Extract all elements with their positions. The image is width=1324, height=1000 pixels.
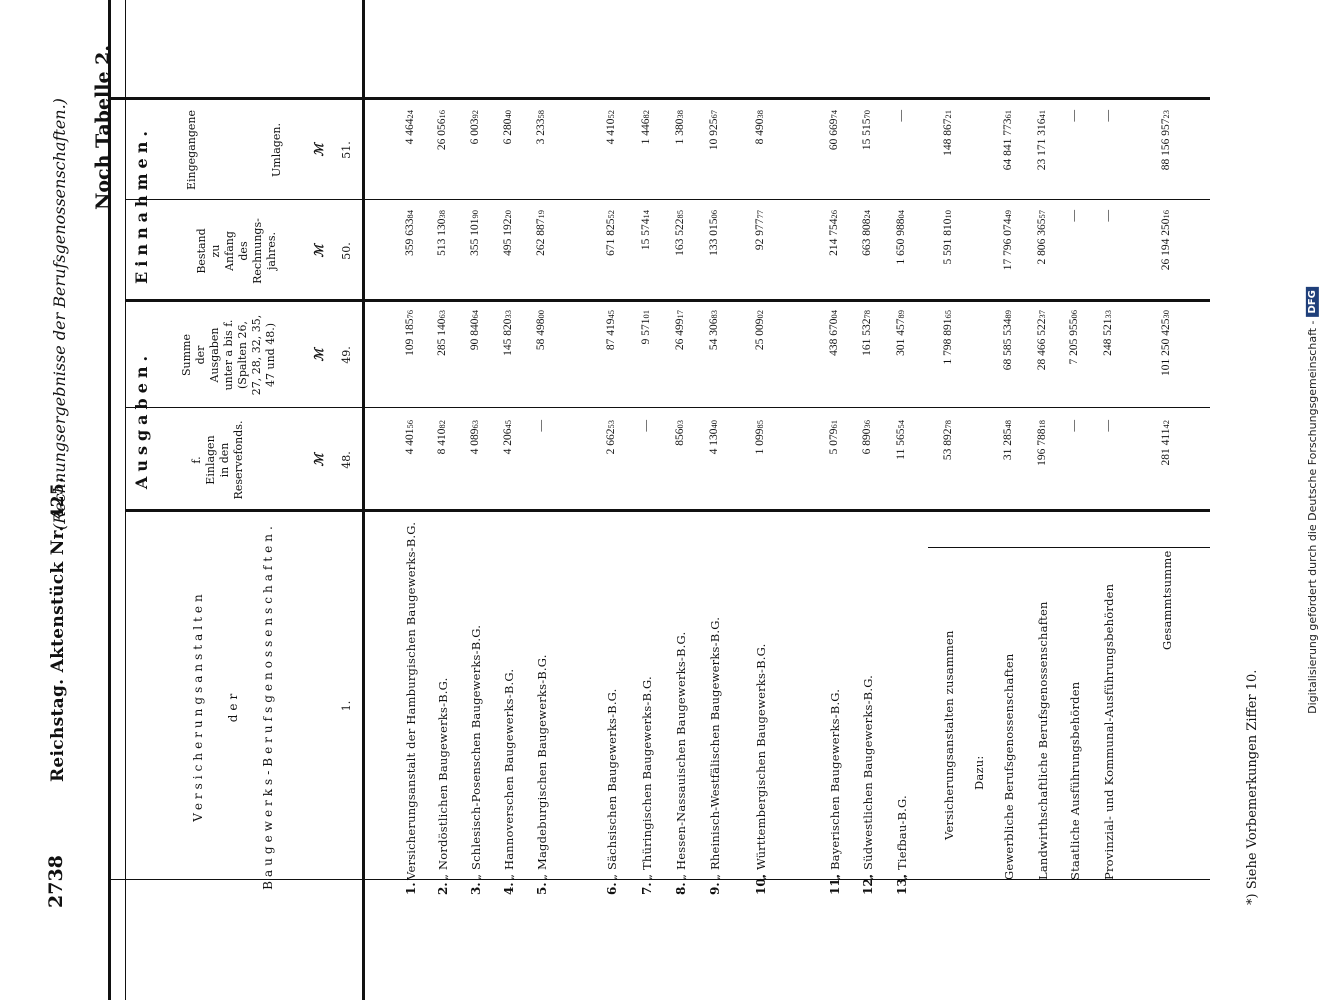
unit-mark: ℳ [312,348,326,362]
cell-einlagen [404,420,416,540]
cell-summe-ausgaben-dec: 64 [470,310,480,319]
table-label: Noch Tabelle 2. [92,44,114,210]
cell-umlagen-int: — [1068,110,1080,122]
table-rule [108,100,111,900]
cell-bestand-dec: 26 [829,210,839,219]
cell-umlagen-dec: 38 [675,110,685,119]
cell-einlagen-dec: 56 [405,420,415,429]
footnote: *) Siehe Vorbemerkungen Ziffer 10. [1245,669,1260,905]
cell-umlagen-int: — [895,110,907,122]
cell-umlagen [1036,110,1048,230]
header-c50-line: des [237,241,250,261]
cell-bestand-int: 92 977 [754,218,766,251]
cell-bestand-int: 495 192 [502,218,514,256]
cell-einlagen [469,420,481,540]
cell-einlagen [605,420,617,540]
cell-umlagen [404,110,416,230]
cell-bestand-dec: 38 [437,210,447,219]
cell-einlagen-dec: 78 [943,420,953,429]
header-c50-line: jahres. [265,232,278,270]
cell-bestand-int: 2 806 365 [1036,218,1048,265]
cell-einlagen-int: 281 411 [1160,428,1172,466]
cell-einlagen [895,420,907,540]
row-name: „ Südwestlichen Baugewerks-B.G. [861,674,875,880]
cell-umlagen-int: 64 841 773 [1002,118,1014,171]
row-number: 2. [436,882,450,895]
cell-umlagen-dec: 24 [405,110,415,119]
row-name: Versicherungsanstalten zusammen [942,630,956,840]
cell-summe-ausgaben-dec: 37 [1037,310,1047,319]
header-c48-line: f. [190,456,203,464]
row-name: „ Hessen-Nassauischen Baugewerks-B.G. [674,631,688,880]
cell-summe-ausgaben-dec: 89 [896,310,906,319]
cell-summe-ausgaben-dec: 00 [536,310,546,319]
cell-bestand-dec: 85 [675,210,685,219]
cell-umlagen [861,110,873,230]
header-c51-line: Umlagen. [270,123,283,177]
header-name-line-2: der [226,689,240,723]
cell-einlagen [502,420,514,540]
cell-summe-ausgaben-int: 54 306 [708,318,720,351]
row-name: „ Bayerischen Baugewerks-B.G. [828,688,842,880]
cell-umlagen-dec: 16 [437,110,447,119]
cell-bestand-int: 262 887 [535,218,547,256]
cell-summe-ausgaben-dec: 33 [503,310,513,319]
cell-summe-ausgaben-dec: 04 [829,310,839,319]
cell-umlagen-dec: 74 [829,110,839,119]
cell-einlagen-int: — [1102,420,1114,432]
row-name: Landwirthschaftliche Berufsgenossenschaften [1036,601,1050,880]
cell-einlagen-int: 5 079 [828,428,840,455]
cell-umlagen-dec: 23 [1161,110,1171,119]
cell-umlagen-int: 88 156 957 [1160,118,1172,171]
row-name: „ Tiefbau-B.G. [895,795,909,880]
cell-umlagen-dec: 40 [503,110,513,119]
table-rule [928,547,1210,548]
cell-summe-ausgaben-int: 25 009 [754,318,766,351]
unit-mark: ℳ [312,453,326,467]
cell-einlagen [754,420,766,540]
header-c50-line: Bestand [195,228,208,274]
row-name: Staatliche Ausführungsbehörden [1068,681,1082,880]
cell-umlagen-int: 15 515 [861,118,873,151]
cell-einlagen [1036,420,1048,540]
cell-summe-ausgaben-dec: 89 [1003,310,1013,319]
cell-umlagen [605,110,617,230]
cell-umlagen-dec: 21 [943,110,953,119]
cell-umlagen [674,110,686,230]
cell-einlagen-dec: 42 [1161,420,1171,429]
cell-einlagen-int: 4 401 [404,428,416,455]
header-c49-line: (Spalten 26, [236,321,249,389]
cell-einlagen [436,420,448,540]
row-name: Provinzial- und Kommunal-Ausführungsbehörden [1102,583,1116,880]
header-c49-line: Summe [180,334,193,376]
cell-umlagen-int: 8 490 [754,118,766,145]
cell-einlagen-dec: 18 [1037,420,1047,429]
row-number: 13. [895,874,909,895]
cell-einlagen [640,420,652,540]
cell-umlagen [1102,110,1114,230]
cell-summe-ausgaben-int: 28 466 522 [1036,318,1048,371]
cell-umlagen-int: 10 925 [708,118,720,151]
cell-einlagen-dec: 63 [470,420,480,429]
cell-summe-ausgaben-dec: 83 [709,310,719,319]
cell-umlagen-int: 148 867 [942,118,954,156]
cell-bestand-dec: 52 [606,210,616,219]
cell-summe-ausgaben-dec: 65 [943,310,953,319]
row-number: 4. [502,882,516,895]
unit-mark: ℳ [312,244,326,258]
unit-mark: ℳ [312,143,326,157]
cell-bestand-int: 15 574 [640,218,652,251]
row-name: „ Nordöstlichen Baugewerks-B.G. [436,677,450,880]
cell-einlagen-int: 11 565 [895,428,907,460]
cell-summe-ausgaben-int: 68 585 534 [1002,318,1014,371]
cell-umlagen [828,110,840,230]
page-number: 2738 [45,855,67,908]
header-c50-line: Anfang [223,231,236,271]
cell-bestand-int: 214 754 [828,218,840,256]
cell-umlagen-dec: 38 [755,110,765,119]
header-c50-line: Rechnungs- [251,218,264,284]
header-name-line-3: Baugewerks-Berufsgenossenschaften. [261,522,275,890]
header-c49-line: 47 und 48.) [264,323,277,387]
row-name: „ Schlesisch-Posenschen Baugewerks-B.G. [469,624,483,880]
cell-bestand-dec: 24 [862,210,872,219]
cell-bestand-dec: 14 [641,210,651,219]
cell-summe-ausgaben-dec: 06 [1069,310,1079,319]
dazu-label: Dazu: [972,755,986,790]
cell-summe-ausgaben-dec: 17 [675,310,685,319]
cell-summe-ausgaben-int: 87 419 [605,318,617,351]
cell-summe-ausgaben-int: 248 521 [1102,318,1114,356]
cell-umlagen [754,110,766,230]
cell-einlagen-int: 196 788 [1036,428,1048,466]
header-name-line-1: Versicherungsanstalten [191,590,205,822]
cell-umlagen-int: 1 446 [640,118,652,145]
cell-bestand-dec: 04 [896,210,906,219]
cell-bestand-dec: 10 [943,210,953,219]
cell-einlagen-int: 31 285 [1002,428,1014,461]
cell-umlagen-int: 6 003 [469,118,481,145]
dfg-watermark [1300,0,1324,1000]
cell-umlagen-int: 60 669 [828,118,840,151]
cell-einlagen-dec: 48 [1003,420,1013,429]
cell-einlagen-dec: 36 [862,420,872,429]
cell-umlagen [1002,110,1014,230]
cell-bestand-dec: 84 [405,210,415,219]
column-number: 49. [340,346,353,364]
cell-summe-ausgaben-int: 101 250 425 [1160,318,1172,376]
cell-umlagen-int: 23 171 316 [1036,118,1048,171]
document-title: Reichstag. Aktenstück Nr. 425. [48,476,68,782]
cell-umlagen [708,110,720,230]
document-subtitle: (Rechnungsergebnisse der Berufsgenossenschaften.) [50,98,69,530]
header-c48-line: Einlagen [204,435,217,485]
header-c49-line: unter a bis f. [222,319,235,391]
row-name: „ Rheinisch-Westfälischen Baugewerks-B.G. [708,616,722,880]
row-name: Versicherungsanstalt der Hamburgischen Baugewerks-B.G. [404,521,418,880]
dfg-text: Digitalisierung gefördert durch die Deutsche Forschungsgemeinschaft - [1305,319,1319,714]
cell-einlagen-int: — [535,420,547,432]
cell-einlagen-dec: 40 [709,420,719,429]
column-number: 48. [340,451,353,469]
cell-bestand-dec: 19 [536,210,546,219]
cell-bestand-int: — [1102,210,1114,222]
cell-bestand-dec: 77 [755,210,765,219]
cell-summe-ausgaben-dec: 02 [755,310,765,319]
row-name: „ Württembergischen Baugewerks-B.G. [754,643,768,880]
header-c50-line: zu [209,244,222,258]
cell-umlagen-dec: 70 [862,110,872,119]
cell-umlagen [942,110,954,230]
header-einnahmen: Einnahmen. [132,126,151,284]
cell-einlagen-int: 4 130 [708,428,720,455]
row-name: „ Thüringischen Baugewerks-B.G. [640,676,654,880]
row-name: Gesammtsumme [1160,550,1174,650]
cell-einlagen-int: 53 892 [942,428,954,461]
header-name-colno: 1. [340,700,353,712]
cell-einlagen [535,420,547,540]
cell-summe-ausgaben-int: 438 670 [828,318,840,356]
cell-bestand-dec: 16 [1161,210,1171,219]
cell-umlagen-int: 26 056 [436,118,448,151]
cell-umlagen [535,110,547,230]
row-number: 11. [828,874,842,895]
cell-bestand-int: 513 130 [436,218,448,256]
cell-summe-ausgaben-int: 301 457 [895,318,907,356]
cell-summe-ausgaben-int: 1 798 891 [942,318,954,365]
row-number: 5. [535,882,549,895]
cell-umlagen [436,110,448,230]
row-number: 1. [404,882,418,895]
header-c51-top: Eingegangene [185,110,198,191]
cell-summe-ausgaben-int: 9 571 [640,318,652,345]
table-rule [362,100,365,900]
cell-einlagen-int: — [640,420,652,432]
cell-umlagen-int: 3 233 [535,118,547,145]
header-c49-line: Ausgaben [208,327,221,383]
cell-umlagen [469,110,481,230]
cell-einlagen [1002,420,1014,540]
cell-bestand-dec: 20 [503,210,513,219]
table-rule [125,100,126,900]
cell-summe-ausgaben-dec: 01 [641,310,651,319]
row-number: 7. [640,882,654,895]
cell-einlagen [674,420,686,540]
cell-summe-ausgaben-int: 161 532 [861,318,873,356]
cell-einlagen-int: 2 662 [605,428,617,455]
row-number: 6. [605,882,619,895]
header-ausgaben: Ausgaben. [132,350,151,490]
cell-einlagen [1160,420,1172,540]
cell-einlagen [708,420,720,540]
header-c48-line: in den [218,442,231,478]
cell-umlagen [502,110,514,230]
cell-bestand-int: 26 194 250 [1160,218,1172,271]
cell-bestand-int: 359 633 [404,218,416,256]
cell-summe-ausgaben-dec: 30 [1161,310,1171,319]
cell-einlagen-int: 6 890 [861,428,873,455]
dfg-logo: DFG [1306,287,1319,316]
cell-einlagen-dec: 45 [503,420,513,429]
cell-einlagen-int: 1 099 [754,428,766,455]
cell-summe-ausgaben-dec: 45 [606,310,616,319]
cell-einlagen [1102,420,1114,540]
header-c49-line: 27, 28, 32, 35, [250,314,263,396]
row-name: Gewerbliche Berufsgenossenschaften [1002,653,1016,880]
header-c49-line: der [194,345,207,365]
cell-summe-ausgaben-dec: 76 [405,310,415,319]
cell-umlagen [895,110,907,230]
cell-umlagen-dec: 61 [1003,110,1013,119]
cell-umlagen [1160,110,1172,230]
cell-bestand-dec: 57 [1037,210,1047,219]
cell-umlagen-dec: 52 [606,110,616,119]
row-name: „ Magdeburgischen Baugewerks-B.G. [535,654,549,880]
cell-einlagen-dec: 61 [829,420,839,429]
cell-einlagen-dec: 54 [896,420,906,429]
header-c48-line: Reservefonds. [232,420,245,500]
cell-summe-ausgaben-int: 109 185 [404,318,416,356]
cell-einlagen-int: 4 206 [502,428,514,455]
cell-summe-ausgaben-int: 58 498 [535,318,547,351]
cell-einlagen-dec: 85 [755,420,765,429]
cell-umlagen-int: 4 464 [404,118,416,145]
cell-umlagen-dec: 67 [709,110,719,119]
cell-umlagen [640,110,652,230]
cell-summe-ausgaben-dec: 33 [1103,310,1113,319]
cell-umlagen-dec: 58 [536,110,546,119]
cell-bestand-int: 5 591 810 [942,218,954,265]
cell-summe-ausgaben-dec: 63 [437,310,447,319]
cell-bestand-dec: 49 [1003,210,1013,219]
cell-bestand-dec: 06 [709,210,719,219]
cell-summe-ausgaben-int: 285 140 [436,318,448,356]
cell-einlagen [1068,420,1080,540]
cell-einlagen [942,420,954,540]
cell-summe-ausgaben-int: 145 820 [502,318,514,356]
cell-umlagen-int: 4 410 [605,118,617,145]
row-name: „ Hannoverschen Baugewerks-B.G. [502,668,516,880]
cell-einlagen-int: 856 [674,428,686,446]
column-number: 51. [340,141,353,159]
cell-bestand-int: 133 015 [708,218,720,256]
cell-umlagen-int: — [1102,110,1114,122]
cell-summe-ausgaben-int: 26 499 [674,318,686,351]
cell-einlagen [861,420,873,540]
cell-bestand-int: 17 796 074 [1002,218,1014,271]
cell-umlagen-int: 1 380 [674,118,686,145]
row-number: 3. [469,882,483,895]
cell-bestand-int: 671 825 [605,218,617,256]
cell-bestand-int: 663 808 [861,218,873,256]
cell-bestand-dec: 90 [470,210,480,219]
cell-umlagen-dec: 41 [1037,110,1047,119]
cell-summe-ausgaben-int: 90 840 [469,318,481,351]
cell-einlagen-dec: 82 [437,420,447,429]
column-number: 50. [340,242,353,260]
cell-einlagen [828,420,840,540]
cell-summe-ausgaben-dec: 78 [862,310,872,319]
cell-umlagen-int: 6 280 [502,118,514,145]
cell-umlagen [1068,110,1080,230]
cell-bestand-int: 355 101 [469,218,481,256]
cell-einlagen-int: 4 089 [469,428,481,455]
cell-einlagen-dec: 03 [675,420,685,429]
cell-umlagen-dec: 92 [470,110,480,119]
row-number: 12. [861,874,875,895]
cell-summe-ausgaben-int: 7 205 955 [1068,318,1080,365]
cell-bestand-int: 163 522 [674,218,686,256]
row-name: „ Sächsischen Baugewerks-B.G. [605,688,619,880]
cell-umlagen-dec: 82 [641,110,651,119]
row-number: 10. [754,874,768,895]
cell-einlagen-dec: 53 [606,420,616,429]
cell-einlagen-int: — [1068,420,1080,432]
row-number: 8. [674,882,688,895]
row-number: 9. [708,882,722,895]
cell-einlagen-int: 8 410 [436,428,448,455]
cell-bestand-int: — [1068,210,1080,222]
cell-bestand-int: 1 650 988 [895,218,907,265]
